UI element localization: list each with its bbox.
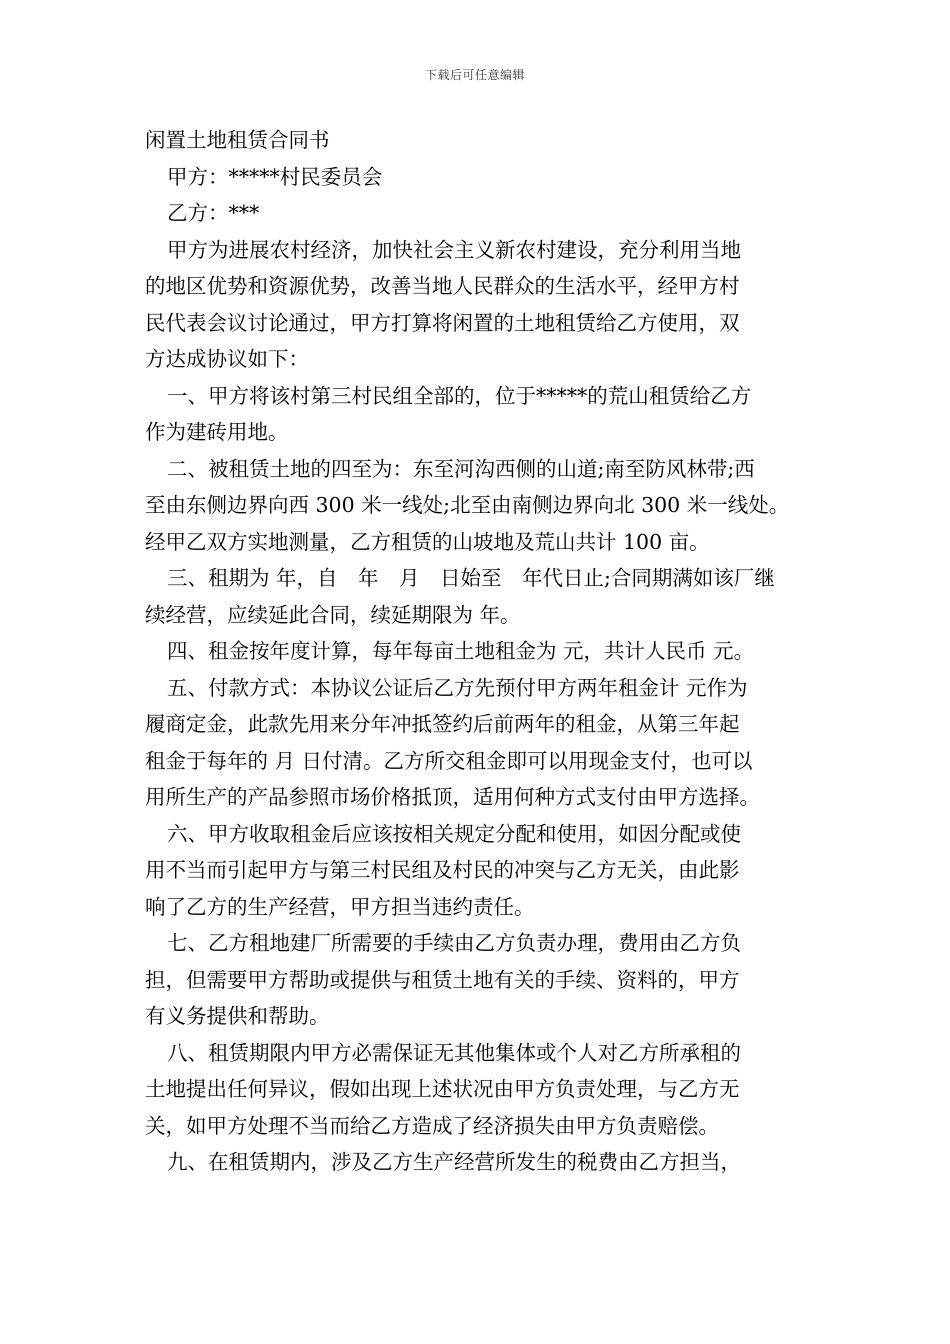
document-body	[145, 122, 825, 1181]
page-header-note: 下载后可任意编辑	[424, 68, 525, 82]
clause-7-line: 担，但需要甲方帮助或提供与租赁土地有关的手续、资料的，甲方	[145, 967, 740, 992]
clause-5-line: 五、付款方式：本协议公证后乙方先预付甲方两年租金计 元作为	[167, 675, 748, 700]
clause-8-line: 关，如甲方处理不当而给乙方造成了经济损失由甲方负责赔偿。	[145, 1113, 719, 1138]
clause-3-line: 三、租期为 年，自 年 月 日始至 年代日止;合同期满如该厂继	[167, 566, 775, 590]
clause-9-line: 九、在租赁期内，涉及乙方生产经营所发生的税费由乙方担当，	[167, 1150, 741, 1174]
clause-1-line: 作为建砖用地。	[145, 420, 289, 444]
clause-8-line: 土地提出任何异议，假如出现上述状况由甲方负责处理，与乙方无	[145, 1077, 740, 1101]
clause-4-line: 四、租金按年度计算，每年每亩土地租金为 元，共计人民币 元。	[167, 639, 755, 663]
clause-5-line: 租金于每年的 月 日付清。乙方所交租金即可以用现金支付，也可以	[145, 748, 753, 773]
clause-3-line: 续经营，应续延此合同，续延期限为 年。	[145, 602, 521, 627]
clause-6-line: 用不当而引起甲方与第三村民组及村民的冲突与乙方无关，由此影	[145, 858, 740, 882]
clause-2-line: 二、被租赁土地的四至为：东至河沟西侧的山道;南至防风林带;西	[167, 456, 755, 481]
text-line: 民代表会议讨论通过，甲方打算将闲置的土地租赁给乙方使用，双	[145, 310, 740, 335]
party-b-line: 乙方：***	[167, 201, 260, 225]
clause-7-line: 有义务提供和帮助。	[145, 1004, 330, 1028]
clause-5-line: 用所生产的产品参照市场价格抵顶，适用何种方式支付由甲方选择。	[145, 785, 760, 809]
clause-2-line: 经甲乙双方实地测量，乙方租赁的山坡地及荒山共计 100 亩。	[145, 529, 710, 554]
text-line: 甲方为进展农村经济，加快社会主义新农村建设，充分利用当地	[167, 237, 741, 262]
clause-6-line: 六、甲方收取租金后应该按相关规定分配和使用，如因分配或使	[167, 821, 741, 846]
document-title: 闲置土地租赁合同书	[145, 128, 330, 152]
clause-2-line: 至由东侧边界向西 300 米一线处;北至由南侧边界向北 300 米一线处。	[145, 493, 790, 517]
clause-8-line: 八、租赁期限内甲方必需保证无其他集体或个人对乙方所承租的	[167, 1040, 741, 1065]
text-line: 的地区优势和资源优势，改善当地人民群众的生活水平，经甲方村	[145, 274, 740, 298]
clause-1-line: 一、甲方将该村第三村民组全部的，位于*****的荒山租赁给乙方	[167, 383, 752, 408]
party-a-line: 甲方：*****村民委员会	[167, 164, 383, 189]
clause-5-line: 履商定金，此款先用来分年冲抵签约后前两年的租金，从第三年起	[145, 712, 740, 736]
clause-6-line: 响了乙方的生产经营，甲方担当违约责任。	[145, 894, 535, 919]
clause-7-line: 七、乙方租地建厂所需要的手续由乙方负责办理，费用由乙方负	[167, 931, 741, 955]
text-line: 方达成协议如下：	[145, 347, 309, 371]
